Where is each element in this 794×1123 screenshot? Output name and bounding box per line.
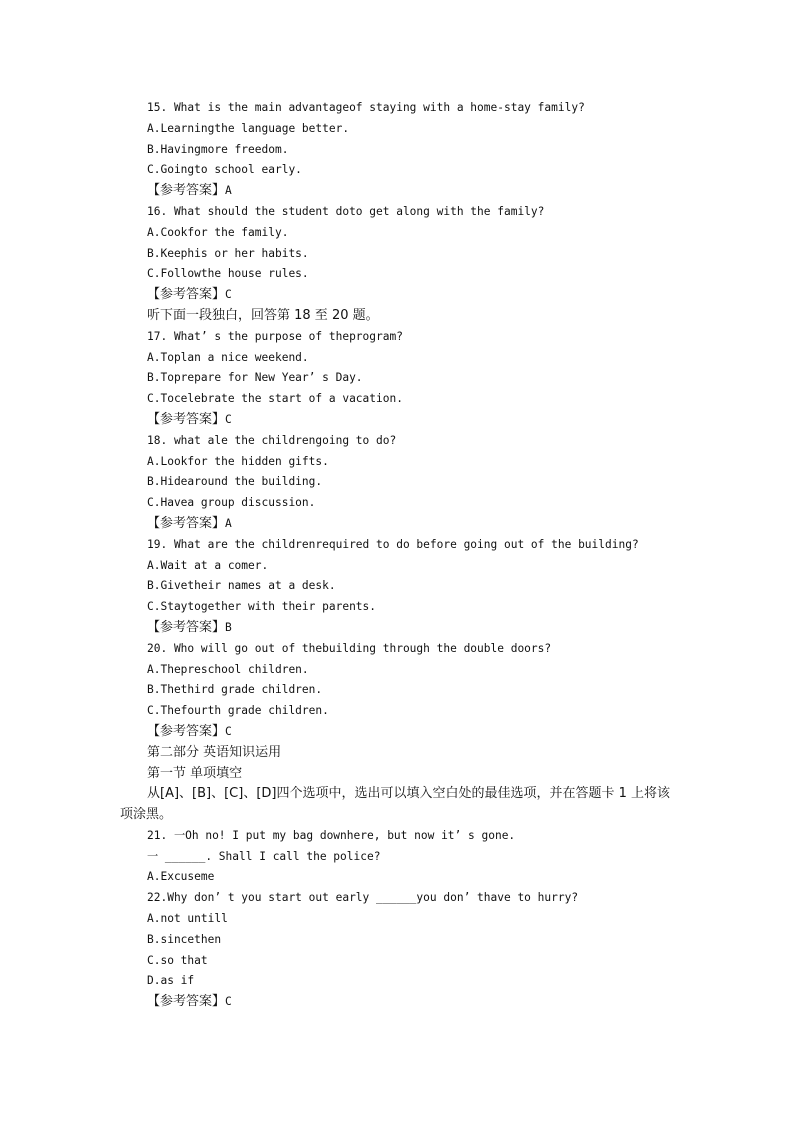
- option-15-b: B.Havingmore freedom.: [147, 142, 289, 156]
- answer-label: 【参考答案】: [147, 411, 226, 427]
- answer-22: [120, 992, 680, 1013]
- section1-instruction-text: 从[A]、[B]、[C]、[D]四个选项中，选出可以填入空白处的最佳选项，并在答题卡 1 上将该项涂黑。: [120, 786, 671, 823]
- option-21-a: A.Excuseme: [147, 870, 215, 884]
- option-17-a: A.Toplan a nice weekend.: [147, 350, 309, 364]
- option-19-a: A.Wait at a comer.: [147, 558, 269, 572]
- answer-value: C: [225, 288, 232, 302]
- option-16-c: C.Followthe house rules.: [147, 267, 309, 281]
- option-19-c: C.Staytogether with their parents.: [147, 600, 377, 614]
- answer-16: [120, 285, 680, 306]
- option-18-a: A.Lookfor the hidden gifts.: [147, 454, 329, 468]
- question-17: 17. What’ s the purpose of theprogram?: [147, 329, 403, 343]
- answer-label: 【参考答案】: [147, 723, 226, 739]
- question-20: 20. Who will go out of thebuilding through the double doors?: [147, 641, 552, 655]
- answer-value: C: [225, 995, 232, 1009]
- answer-17: [120, 410, 680, 431]
- option-18-c: C.Havea group discussion.: [147, 496, 316, 510]
- answer-18: [120, 514, 680, 535]
- question-21: 21. 一Oh no! I put my bag downhere, but now it’ s gone.: [147, 828, 516, 842]
- answer-value: A: [225, 516, 232, 530]
- answer-15: [120, 181, 680, 202]
- answer-value: C: [225, 724, 232, 738]
- option-20-b: B.Thethird grade children.: [147, 683, 323, 697]
- question-22: 22.Why don’ t you start out early ______you don’ thave to hurry?: [147, 891, 579, 905]
- answer-19: [120, 618, 680, 639]
- monologue-instruction: 听下面一段独白，回答第 18 至 20 题。: [147, 307, 379, 323]
- answer-label: 【参考答案】: [147, 994, 226, 1010]
- answer-label: 【参考答案】: [147, 515, 226, 531]
- option-16-b: B.Keephis or her habits.: [147, 246, 309, 260]
- option-16-a: A.Cookfor the family.: [147, 225, 289, 239]
- reply-21: 一 ______. Shall I call the police?: [147, 849, 381, 863]
- document-content: [120, 98, 680, 1013]
- option-20-a: A.Thepreschool children.: [147, 662, 309, 676]
- option-18-b: B.Hidearound the building.: [147, 475, 323, 489]
- part2-title: 第二部分 英语知识运用: [147, 744, 282, 760]
- option-22-b: B.sincethen: [147, 932, 222, 946]
- answer-label: 【参考答案】: [147, 619, 226, 635]
- answer-20: [120, 722, 680, 743]
- option-19-b: B.Givetheir names at a desk.: [147, 579, 336, 593]
- answer-value: A: [225, 184, 232, 198]
- answer-value: C: [225, 412, 232, 426]
- option-15-c: C.Goingto school early.: [147, 163, 302, 177]
- section1-instruction: [120, 784, 680, 826]
- option-22-a: A.not untill: [147, 912, 228, 926]
- option-20-c: C.Thefourth grade children.: [147, 704, 329, 718]
- section1-title: 第一节 单项填空: [147, 765, 243, 781]
- option-15-a: A.Learningthe language better.: [147, 121, 350, 135]
- answer-label: 【参考答案】: [147, 287, 226, 303]
- question-15: 15. What is the main advantageof staying with a home-stay family?: [147, 101, 585, 114]
- option-17-c: C.Tocelebrate the start of a vacation.: [147, 392, 403, 406]
- answer-label: 【参考答案】: [147, 183, 226, 199]
- question-16: 16. What should the student doto get along with the family?: [147, 204, 545, 218]
- question-19: 19. What are the childrenrequired to do before going out of the building?: [147, 537, 639, 551]
- question-18: 18. what ale the childrengoing to do?: [147, 433, 397, 447]
- option-22-d: D.as if: [147, 974, 195, 988]
- answer-value: B: [225, 620, 232, 634]
- option-22-c: C.so that: [147, 953, 208, 967]
- option-17-b: B.Toprepare for New Year’ s Day.: [147, 371, 363, 385]
